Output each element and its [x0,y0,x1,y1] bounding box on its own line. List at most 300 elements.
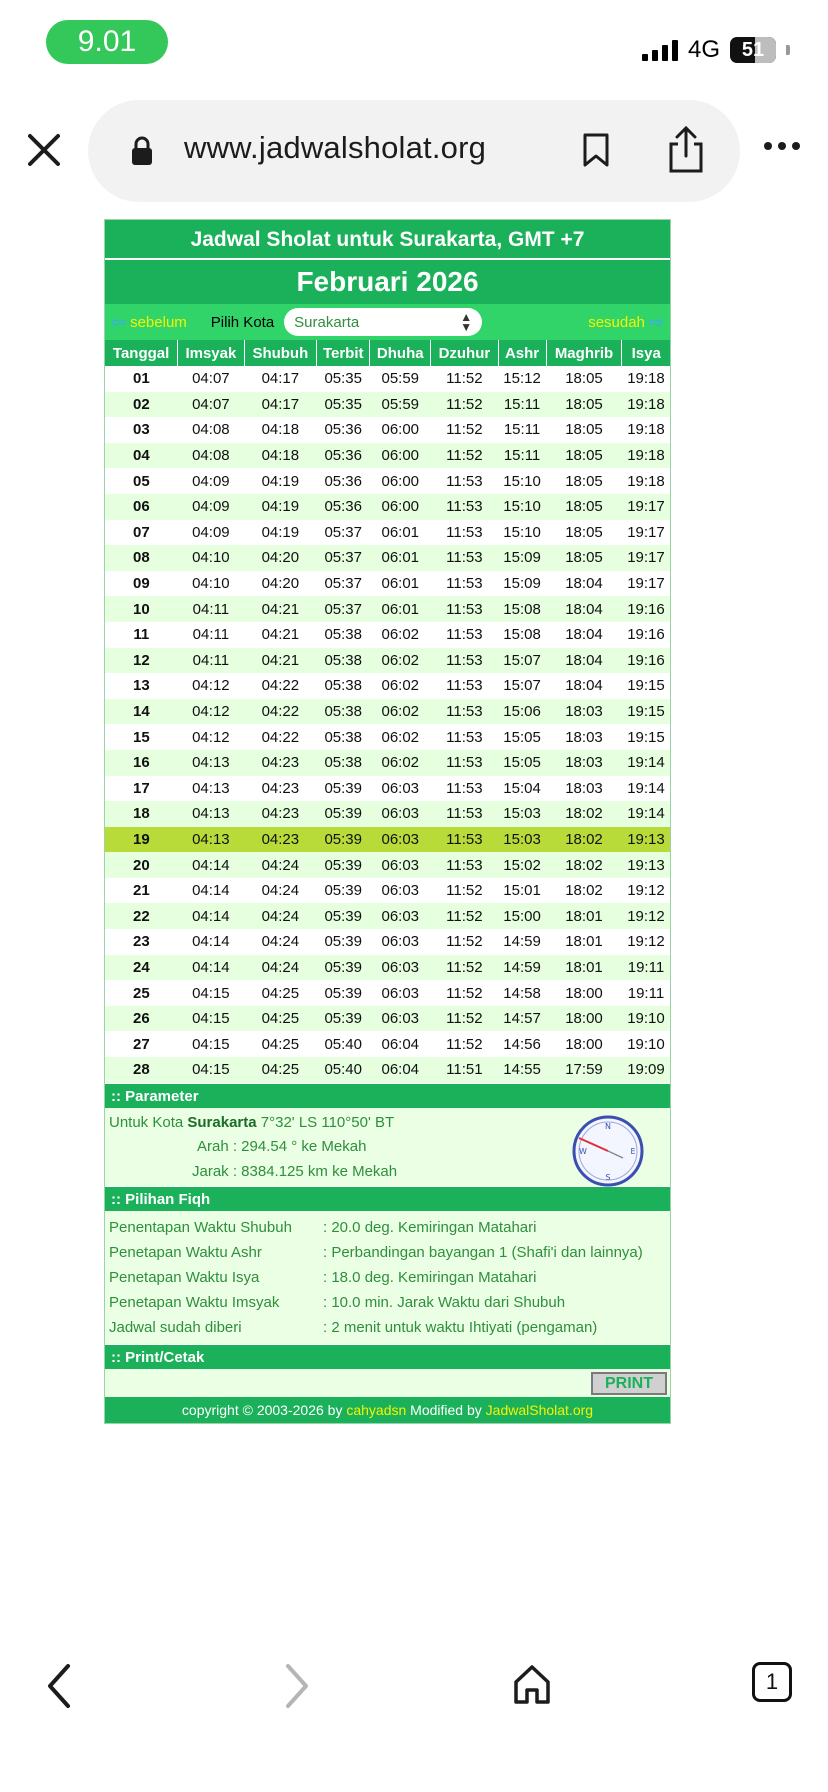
time-cell: 06:00 [370,417,431,443]
time-cell: 04:13 [178,776,244,802]
time-cell: 19:11 [622,955,670,981]
time-cell: 14:59 [498,929,546,955]
time-cell: 18:05 [546,443,622,469]
time-cell: 15:02 [498,852,546,878]
time-cell: 14:58 [498,980,546,1006]
time-cell: 04:21 [244,596,317,622]
time-cell: 04:19 [244,494,317,520]
date-cell: 06 [105,494,178,520]
time-cell: 15:03 [498,827,546,853]
time-cell: 04:17 [244,392,317,418]
time-cell: 19:17 [622,545,670,571]
table-row [105,443,670,469]
time-cell: 05:59 [370,392,431,418]
time-cell: 04:20 [244,571,317,597]
svg-text:N: N [605,1121,611,1131]
time-cell: 04:14 [178,852,244,878]
time-cell: 15:04 [498,776,546,802]
time-cell: 19:15 [622,724,670,750]
time-cell: 19:16 [622,622,670,648]
time-cell: 04:09 [178,468,244,494]
time-cell: 19:17 [622,520,670,546]
date-cell: 12 [105,648,178,674]
fiqh-row [109,1290,666,1315]
column-header: Tanggal [105,340,178,366]
close-icon[interactable] [24,130,64,170]
time-cell: 06:02 [370,699,431,725]
more-icon[interactable] [764,142,804,156]
time-cell: 15:03 [498,801,546,827]
date-cell: 01 [105,366,178,392]
time-cell: 05:59 [370,366,431,392]
table-row [105,699,670,725]
table-row [105,724,670,750]
time-cell: 18:04 [546,571,622,597]
time-cell: 05:37 [317,520,370,546]
time-cell: 04:24 [244,929,317,955]
time-cell: 06:01 [370,545,431,571]
time-cell: 05:37 [317,596,370,622]
time-cell: 04:18 [244,417,317,443]
parameter-section [105,1108,670,1186]
time-cell: 04:14 [178,903,244,929]
time-cell: 18:02 [546,852,622,878]
forward-icon[interactable] [282,1662,312,1710]
fiqh-value: : Perbandingan bayangan 1 (Shafi'i dan lainnya) [323,1243,643,1261]
time-cell: 04:25 [244,1031,317,1057]
time-cell: 06:00 [370,468,431,494]
time-cell: 06:02 [370,622,431,648]
time-cell: 11:53 [431,622,498,648]
table-row [105,750,670,776]
fiqh-row [109,1265,666,1290]
fiqh-value: : 20.0 deg. Kemiringan Matahari [323,1218,537,1236]
time-cell: 05:39 [317,903,370,929]
schedule-table [105,340,670,1083]
time-cell: 06:00 [370,443,431,469]
svg-text:E: E [630,1146,636,1156]
time-cell: 18:05 [546,392,622,418]
battery-tip [786,45,790,55]
prev-month-link[interactable] [111,312,187,333]
date-cell: 21 [105,878,178,904]
time-cell: 05:40 [317,1057,370,1083]
table-row [105,622,670,648]
time-cell: 04:12 [178,699,244,725]
compass-icon [571,1114,645,1188]
time-cell: 15:09 [498,571,546,597]
fiqh-row [109,1315,666,1340]
time-cell: 04:13 [178,801,244,827]
time-cell: 19:12 [622,878,670,904]
table-row [105,852,670,878]
time-cell: 18:03 [546,699,622,725]
time-cell: 06:01 [370,520,431,546]
time-cell: 05:39 [317,980,370,1006]
time-cell: 18:05 [546,417,622,443]
author-link[interactable]: cahyadsn [346,1401,407,1418]
time-cell: 04:18 [244,443,317,469]
time-cell: 11:52 [431,443,498,469]
date-cell: 15 [105,724,178,750]
month-navigation [105,304,670,340]
time-cell: 14:55 [498,1057,546,1083]
time-cell: 18:00 [546,1006,622,1032]
time-cell: 04:07 [178,392,244,418]
time-cell: 18:03 [546,776,622,802]
time-cell: 19:13 [622,852,670,878]
table-row [105,366,670,392]
time-cell: 11:51 [431,1057,498,1083]
time-cell: 04:12 [178,724,244,750]
date-cell: 25 [105,980,178,1006]
time-cell: 05:39 [317,1006,370,1032]
time-cell: 04:07 [178,366,244,392]
time-cell: 11:53 [431,545,498,571]
time-cell: 05:38 [317,673,370,699]
time-cell: 04:23 [244,776,317,802]
time-cell: 05:38 [317,724,370,750]
time-cell: 11:52 [431,903,498,929]
back-icon[interactable] [44,1662,74,1710]
time-cell: 04:12 [178,673,244,699]
time-cell: 17:59 [546,1057,622,1083]
time-cell: 05:39 [317,801,370,827]
network-type: 4G [687,36,720,63]
column-header: Isya [622,340,670,366]
time-cell: 18:01 [546,903,622,929]
table-row [105,571,670,597]
time-cell: 11:52 [431,392,498,418]
table-row [105,878,670,904]
time-cell: 19:15 [622,699,670,725]
fiqh-row [109,1240,666,1265]
time-cell: 11:52 [431,417,498,443]
time-cell: 04:20 [244,545,317,571]
time-cell: 15:06 [498,699,546,725]
time-cell: 06:04 [370,1057,431,1083]
coordinates: 7°32' LS 110°50' BT [260,1113,395,1131]
time-cell: 15:09 [498,545,546,571]
time-cell: 11:53 [431,520,498,546]
date-cell: 09 [105,571,178,597]
time-cell: 06:02 [370,648,431,674]
time-cell: 11:53 [431,596,498,622]
time-cell: 18:05 [546,366,622,392]
fiqh-header: :: Pilihan Fiqh [105,1186,670,1211]
time-cell: 15:07 [498,648,546,674]
time-cell: 15:10 [498,468,546,494]
time-cell: 04:08 [178,443,244,469]
table-row [105,801,670,827]
time-cell: 15:10 [498,520,546,546]
time-cell: 18:04 [546,648,622,674]
time-cell: 05:35 [317,366,370,392]
time-cell: 04:25 [244,980,317,1006]
table-row [105,1006,670,1032]
time-cell: 04:09 [178,494,244,520]
column-header: Terbit [317,340,370,366]
date-cell: 24 [105,955,178,981]
time-cell: 05:38 [317,648,370,674]
status-indicators [642,36,790,64]
time-cell: 14:56 [498,1031,546,1057]
time-cell: 05:36 [317,494,370,520]
time-cell: 04:13 [178,750,244,776]
city-select[interactable] [284,308,482,336]
time-cell: 05:38 [317,750,370,776]
time-cell: 06:03 [370,776,431,802]
time-cell: 04:15 [178,1057,244,1083]
fiqh-label: Penentapan Waktu Shubuh [109,1218,292,1236]
copyright-middle: Modified by [410,1401,482,1418]
print-header: :: Print/Cetak [105,1344,670,1369]
widget-title: Jadwal Sholat untuk Surakarta, GMT +7 [105,220,670,260]
month-title: Februari 2026 [105,260,670,304]
time-cell: 19:13 [622,827,670,853]
battery-level: 51 [741,38,765,61]
address-bar[interactable] [88,100,740,202]
url-text[interactable]: www.jadwalsholat.org [184,130,487,165]
time-cell: 04:15 [178,1031,244,1057]
fiqh-label: Jadwal sudah diberi [109,1318,242,1336]
date-cell: 13 [105,673,178,699]
table-row [105,417,670,443]
fiqh-value: : 2 menit untuk waktu Ihtiyati (pengaman) [323,1318,598,1336]
time-cell: 05:38 [317,622,370,648]
time-cell: 18:05 [546,494,622,520]
home-icon[interactable] [512,1662,552,1706]
signal-icon [642,39,678,61]
time-cell: 04:22 [244,724,317,750]
time-cell: 11:53 [431,724,498,750]
time-cell: 18:04 [546,596,622,622]
time-cell: 18:02 [546,801,622,827]
column-header: Dhuha [370,340,431,366]
time-cell: 05:39 [317,929,370,955]
print-button[interactable]: PRINT [591,1372,667,1395]
time-cell: 18:05 [546,545,622,571]
time-cell: 04:24 [244,955,317,981]
time-cell: 11:53 [431,673,498,699]
time-cell: 04:25 [244,1057,317,1083]
time-cell: 19:18 [622,392,670,418]
time-cell: 05:37 [317,571,370,597]
time-cell: 11:53 [431,468,498,494]
time-cell: 05:39 [317,827,370,853]
time-cell: 18:01 [546,955,622,981]
time-cell: 18:02 [546,878,622,904]
table-row [105,392,670,418]
table-row [105,673,670,699]
time-cell: 04:19 [244,520,317,546]
table-row [105,596,670,622]
time-cell: 11:52 [431,929,498,955]
time-cell: 15:11 [498,417,546,443]
table-body [105,366,670,1083]
table-row-today [105,827,670,853]
bookmark-icon[interactable] [582,132,610,168]
time-cell: 04:14 [178,878,244,904]
time-cell: 11:52 [431,955,498,981]
time-cell: 06:03 [370,827,431,853]
time-cell: 19:11 [622,980,670,1006]
svg-text:W: W [579,1146,587,1156]
table-row [105,1057,670,1083]
time-cell: 04:10 [178,545,244,571]
fiqh-value: : 10.0 min. Jarak Waktu dari Shubuh [323,1293,566,1311]
time-cell: 11:53 [431,648,498,674]
next-label: sesudah [588,313,645,331]
table-row [105,648,670,674]
prev-label: sebelum [130,313,187,331]
city-label: Pilih Kota [210,313,275,331]
table-row [105,520,670,546]
time-cell: 15:07 [498,673,546,699]
arrow-right-icon: ⇨ [648,311,664,332]
browser-bottom-bar [0,1632,828,1792]
time-cell: 05:39 [317,878,370,904]
date-cell: 05 [105,468,178,494]
time-cell: 06:04 [370,1031,431,1057]
time-cell: 04:11 [178,648,244,674]
time-cell: 04:17 [244,366,317,392]
mecca-distance: Jarak : 8384.125 km ke Mekah [192,1162,398,1180]
date-cell: 22 [105,903,178,929]
time-cell: 04:23 [244,827,317,853]
table-row [105,494,670,520]
time-cell: 18:05 [546,468,622,494]
time-cell: 19:18 [622,443,670,469]
table-row [105,955,670,981]
time-cell: 04:14 [178,955,244,981]
date-cell: 18 [105,801,178,827]
time-cell: 18:03 [546,724,622,750]
chevron-updown-icon: ▲ ▼ [460,310,473,334]
next-month-link[interactable] [588,312,664,333]
time-cell: 04:25 [244,1006,317,1032]
time-cell: 15:10 [498,494,546,520]
tabs-icon[interactable]: 1 [752,1662,792,1702]
fiqh-label: Penetapan Waktu Ashr [109,1243,262,1261]
time-cell: 06:02 [370,750,431,776]
time-cell: 11:53 [431,571,498,597]
table-row [105,929,670,955]
time-cell: 11:53 [431,852,498,878]
time-cell: 06:01 [370,571,431,597]
date-cell: 14 [105,699,178,725]
time-cell: 19:18 [622,468,670,494]
time-cell: 06:03 [370,955,431,981]
time-cell: 06:03 [370,801,431,827]
time-cell: 11:52 [431,878,498,904]
parameter-header: :: Parameter [105,1083,670,1108]
time-cell: 06:00 [370,494,431,520]
time-cell: 14:59 [498,955,546,981]
city-select-value: Surakarta [294,313,360,331]
table-row [105,903,670,929]
time-cell: 05:36 [317,468,370,494]
column-header: Dzuhur [431,340,498,366]
time-cell: 05:39 [317,852,370,878]
param-city: Surakarta [187,1113,257,1131]
time-cell: 11:52 [431,1031,498,1057]
time-cell: 04:19 [244,468,317,494]
qibla-direction: Arah : 294.54 ° ke Mekah [197,1137,367,1155]
time-cell: 05:38 [317,699,370,725]
time-cell: 18:04 [546,622,622,648]
time-cell: 18:00 [546,980,622,1006]
time-cell: 11:53 [431,801,498,827]
time-cell: 15:08 [498,622,546,648]
prayer-schedule-widget [104,219,671,1424]
table-header-row [105,340,670,366]
time-cell: 11:53 [431,776,498,802]
date-cell: 10 [105,596,178,622]
time-cell: 04:24 [244,903,317,929]
table-row [105,468,670,494]
site-link[interactable]: JadwalSholat.org [485,1401,594,1418]
date-cell: 27 [105,1031,178,1057]
time-cell: 18:03 [546,750,622,776]
time-cell: 04:24 [244,878,317,904]
time-cell: 04:11 [178,596,244,622]
time-cell: 04:23 [244,801,317,827]
time-cell: 19:09 [622,1057,670,1083]
time-cell: 15:01 [498,878,546,904]
date-cell: 23 [105,929,178,955]
time-cell: 19:14 [622,750,670,776]
time-cell: 19:14 [622,801,670,827]
date-cell: 20 [105,852,178,878]
time-cell: 06:02 [370,724,431,750]
time-cell: 19:12 [622,929,670,955]
date-cell: 04 [105,443,178,469]
fiqh-section [105,1211,670,1344]
table-row [105,776,670,802]
time-cell: 19:10 [622,1031,670,1057]
date-cell: 17 [105,776,178,802]
share-icon[interactable] [666,126,706,174]
time-cell: 05:39 [317,955,370,981]
time-cell: 05:40 [317,1031,370,1057]
date-cell: 03 [105,417,178,443]
time-cell: 05:37 [317,545,370,571]
time-cell: 04:14 [178,929,244,955]
time-cell: 04:09 [178,520,244,546]
date-cell: 07 [105,520,178,546]
time-cell: 19:16 [622,596,670,622]
table-row [105,545,670,571]
time-cell: 06:02 [370,673,431,699]
time-cell: 11:53 [431,494,498,520]
time-cell: 14:57 [498,1006,546,1032]
svg-text:S: S [605,1172,611,1182]
time-cell: 11:52 [431,1006,498,1032]
fiqh-label: Penetapan Waktu Isya [109,1268,260,1286]
time-cell: 04:22 [244,699,317,725]
time-cell: 04:23 [244,750,317,776]
arrow-left-icon: ⇦ [111,311,127,332]
table-row [105,1031,670,1057]
time-cell: 11:53 [431,827,498,853]
time-cell: 19:14 [622,776,670,802]
time-cell: 06:03 [370,903,431,929]
time-cell: 06:03 [370,1006,431,1032]
fiqh-row [109,1215,666,1240]
time-cell: 15:00 [498,903,546,929]
time-cell: 19:18 [622,366,670,392]
